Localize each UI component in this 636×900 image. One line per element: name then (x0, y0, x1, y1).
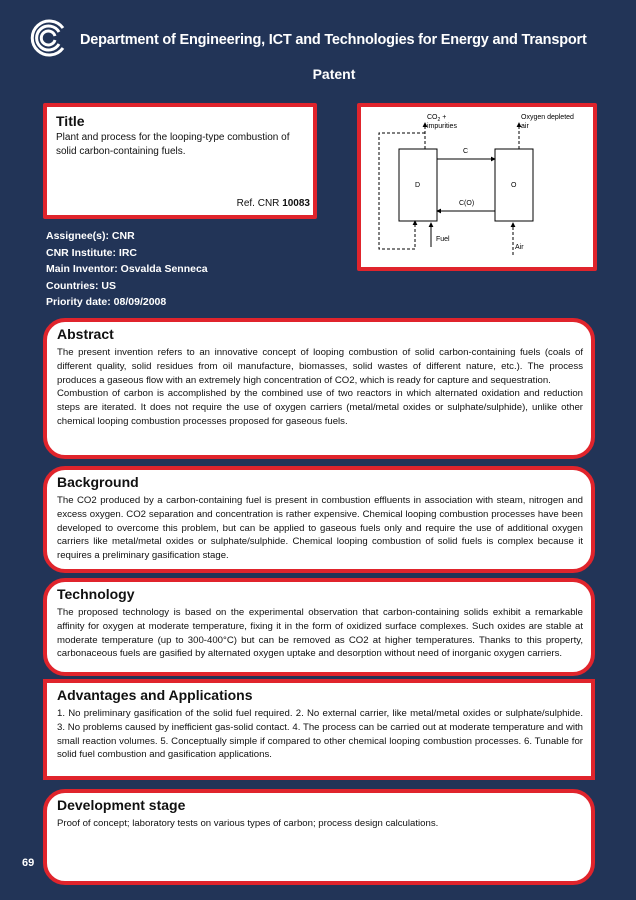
advantages-heading: Advantages and Applications (57, 687, 253, 703)
abstract-paragraph-2: Combustion of carbon is accomplished by the combined use of two reactors in which alternated oxidation and reduction steps are iterated. It does not require the use of oxygen carriers (metal/metal oxides or sulphate/sulphide), unlike other chemical looping combustion processes proposed for gaseous fuels. (57, 388, 583, 427)
technology-heading: Technology (57, 586, 135, 602)
advantages-section (43, 679, 595, 780)
label-co2-sub: 2 (437, 117, 441, 123)
process-diagram-svg (361, 107, 593, 267)
technology-section (43, 578, 595, 676)
label-co2-suffix: + (440, 114, 447, 121)
label-air-top: air (521, 123, 529, 130)
development-section (43, 789, 595, 885)
assignee: Assignee(s): CNR (46, 230, 135, 242)
label-c: C (463, 148, 469, 155)
label-o: O (511, 182, 517, 189)
label-co: C(O) (459, 200, 475, 207)
priority-date: Priority date: 08/09/2008 (46, 296, 167, 308)
patent-info (46, 228, 208, 311)
cnr-logo-icon (28, 18, 68, 58)
background-text: The CO2 produced by a carbon-containing fuel is present in combustion effluents in association with steam, nitrogen and excess oxygen. CO2 separation and concentration is rather expensive. Chemical looping combustion processes have been developed to overcome this problem, but can be applied to gaseous fuels only and require the use of additional oxygen carriers like metal/metal oxides or sulphate/sulphide. Chemical looping combustion of solid fuels is complex because it requires a preliminary gasification stage. (57, 495, 583, 562)
development-text: Proof of concept; laboratory tests on various types of carbon; process design calculations. (57, 818, 439, 829)
abstract-paragraph-1: The present invention refers to an innovative concept of looping combustion of solid carbon-containing fuels (coals of different quality, solid residues from oil manufacture, biomasses, solid wastes of different nature, etc.). The process produces a gaseous flow with an extremely high concentration of CO2, which is ready for capture and sequestration. (57, 347, 583, 386)
abstract-section (43, 318, 595, 459)
label-co2 (427, 114, 446, 123)
institute: CNR Institute: IRC (46, 246, 137, 259)
background-section (43, 466, 595, 573)
reference (237, 198, 310, 209)
reference-prefix: Ref. CNR (236, 198, 283, 209)
technology-text: The proposed technology is based on the experimental observation that carbon-containing solids exhibit a remarkable affinity for oxygen at moderate temperature, fixing it in the form of oxidized surface complexes. Such oxides are stable at moderate temperature (up to 300-400°C) but can be removed as CO2 at higher temperatures. Thanks to this property, carbonaceous fuels are gasified by alternated oxygen uptake and desorption without need of inorganic oxygen carriers. (57, 607, 583, 660)
label-air-bottom: Air (515, 244, 524, 251)
abstract-text (57, 346, 583, 429)
abstract-heading: Abstract (57, 326, 114, 342)
development-heading: Development stage (57, 797, 186, 813)
label-co2-main: CO (427, 114, 438, 121)
process-diagram (357, 103, 597, 271)
document-kind: Patent (312, 66, 356, 82)
reference-number: 10083 (282, 198, 310, 209)
label-fuel: Fuel (436, 236, 450, 243)
background-heading: Background (57, 474, 139, 490)
title-text: Plant and process for the looping-type combustion of solid carbon-containing fuels. (56, 132, 290, 157)
label-oxygen-depleted: Oxygen depleted (521, 114, 574, 121)
title-box (43, 103, 317, 219)
title-heading: Title (56, 113, 85, 129)
department-title: Department of Engineering, ICT and Technologies for Energy and Transport (80, 32, 587, 48)
page-number: 69 (22, 857, 35, 869)
advantages-text: 1. No preliminary gasification of the solid fuel required. 2. No external carrier, like metal/metal oxides or sulphate/sulphide. 3. No problems caused by inefficient gas-solid contact. 4. The process can be carried out at moderate temperature and with small reaction volumes. 5. Conceptually simple if compared to other chemical looping combustion processes. 6. Tunable for solid fuel combustion and gasification applications. (57, 708, 583, 761)
label-impurities: impurities (427, 123, 457, 130)
countries: Countries: US (46, 279, 117, 292)
inventor: Main Inventor: Osvalda Senneca (46, 263, 208, 275)
label-d: D (415, 182, 421, 189)
